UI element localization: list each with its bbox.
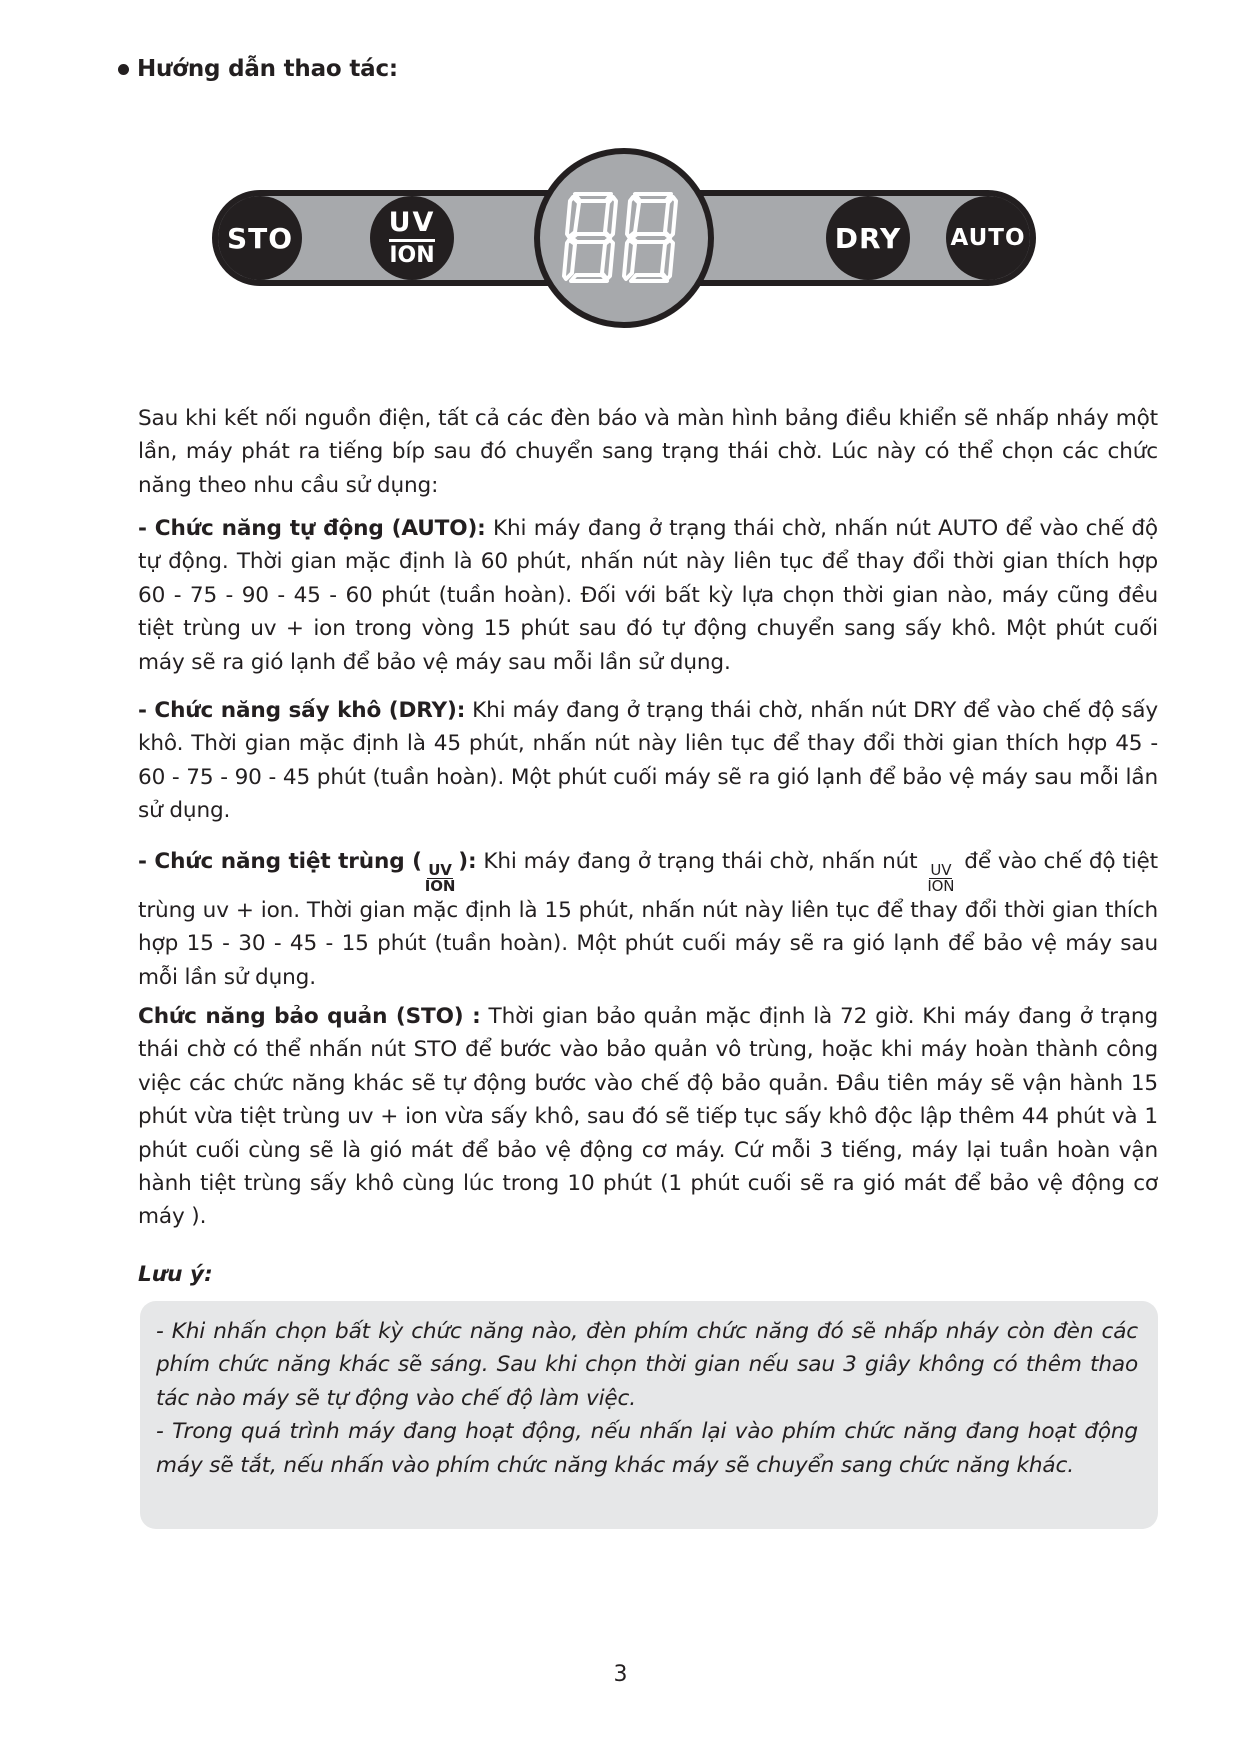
ion-button-label: ION xyxy=(389,243,435,268)
uv-title-before: - Chức năng tiệt trùng ( xyxy=(138,849,422,874)
uv-paragraph xyxy=(138,845,1158,994)
dry-paragraph xyxy=(138,694,1158,828)
uv-text-before: Khi máy đang ở trạng thái chờ, nhấn nút xyxy=(476,849,925,874)
uv-frac-bottom-inline: ION xyxy=(927,876,955,895)
dry-title: - Chức năng sấy khô (DRY): xyxy=(138,698,466,723)
page-number: 3 xyxy=(613,1662,628,1687)
auto-title: - Chức năng tự động (AUTO): xyxy=(138,516,486,541)
uv-title xyxy=(138,849,477,895)
section-heading xyxy=(118,56,398,82)
auto-button-label: AUTO xyxy=(950,225,1026,251)
intro-paragraph xyxy=(138,402,1158,502)
sto-button xyxy=(218,196,302,280)
auto-paragraph xyxy=(138,512,1158,679)
dry-button-label: DRY xyxy=(834,221,902,255)
auto-text: Khi máy đang ở trạng thái chờ, nhấn nút AUTO để vào chế độ tự động. Thời gian mặc định là 60 phút, nhấn nút này liên tục để thay đổi thời gian thích hợp 60 - 75 - 90 - 45 - 60 phút (tuần hoàn). Đối với bất kỳ lựa chọn thời gian nào, máy cũng đều tiệt trùng uv + ion trong vòng 15 phút sau đó tự động chuyển sang sấy khô. Một phút cuối máy sẽ ra gió lạnh để bảo vệ máy sau mỗi lần sử dụng. xyxy=(138,516,1158,675)
auto-button xyxy=(946,196,1030,280)
sto-button-label: STO xyxy=(226,221,294,255)
uv-frac-top-inline: UV xyxy=(930,860,952,879)
segment-digits-icon xyxy=(559,188,689,288)
sto-title: Chức năng bảo quản (STO) : xyxy=(138,1004,481,1029)
uv-button-label: UV xyxy=(389,209,436,242)
display-face xyxy=(540,154,708,322)
sto-text: Thời gian bảo quản mặc định là 72 giờ. Khi máy đang ở trạng thái chờ có thể nhấn nút STO để bước vào bảo quản vô trùng, hoặc khi máy hoàn thành công việc các chức năng khác sẽ tự động bước vào chế độ bảo quản. Đầu tiên máy sẽ vận hành 15 phút vừa tiệt trùng uv + ion vừa sấy khô, sau đó sẽ tiếp tục sấy khô độc lập thêm 44 phút và 1 phút cuối cùng sẽ là gió mát để bảo vệ động cơ máy. Cứ mỗi 3 tiếng, máy lại tuần hoàn vận hành tiệt trùng sấy khô cùng lúc trong 10 phút (1 phút cuối sẽ ra gió mát để bảo vệ động cơ máy ). xyxy=(138,1004,1158,1230)
note-line-1: - Khi nhấn chọn bất kỳ chức năng nào, đèn phím chức năng đó sẽ nhấp nháy còn đèn các phím chức năng khác sẽ sáng. Sau khi chọn thời gian nếu sau 3 giây không có thêm thao tác nào máy sẽ tự động vào chế độ làm việc. xyxy=(156,1319,1138,1411)
dry-text: Khi máy đang ở trạng thái chờ, nhấn nút DRY để vào chế độ sấy khô. Thời gian mặc định là 45 phút, nhấn nút này liên tục để thay đổi thời gian thích hợp 45 - 60 - 75 - 90 - 45 phút (tuần hoàn). Một phút cuối máy sẽ ra gió lạnh để bảo vệ máy sau mỗi lần sử dụng. xyxy=(138,698,1158,824)
intro-text: Sau khi kết nối nguồn điện, tất cả các đèn báo và màn hình bảng điều khiển sẽ nhấp nháy một lần, máy phát ra tiếng bíp sau đó chuyển sang trạng thái chờ. Lúc này có thể chọn các chức năng theo nhu cầu sử dụng: xyxy=(138,406,1158,498)
bullet-icon xyxy=(118,64,129,75)
sto-paragraph xyxy=(138,1000,1158,1234)
uv-frac-bottom: ION xyxy=(424,876,456,895)
control-panel-illustration xyxy=(212,148,1036,328)
uv-text-after: để vào chế độ tiệt trùng uv + ion. Thời gian mặc định là 15 phút, nhấn nút này liên tục để thay đổi thời gian thích hợp 15 - 30 - 45 - 15 phút (tuần hoàn). Một phút cuối máy sẽ ra gió lạnh để bảo vệ máy sau mỗi lần sử dụng. xyxy=(138,849,1158,990)
dry-button xyxy=(826,196,910,280)
note-line-2: - Trong quá trình máy đang hoạt động, nếu nhấn lại vào phím chức năng đang hoạt động máy sẽ tắt, nếu nhấn vào phím chức năng khác máy sẽ chuyển sang chức năng khác. xyxy=(156,1419,1138,1478)
uv-ion-button xyxy=(370,196,454,280)
heading-text: Hướng dẫn thao tác: xyxy=(137,56,398,82)
note-box xyxy=(140,1301,1158,1529)
uv-ion-fraction-inline xyxy=(926,860,955,895)
seven-segment-display xyxy=(534,148,714,328)
uv-ion-fraction xyxy=(424,860,456,895)
uv-title-after: ): xyxy=(458,849,477,874)
note-label: Lưu ý: xyxy=(138,1262,213,1287)
uv-frac-top: UV xyxy=(428,860,452,879)
